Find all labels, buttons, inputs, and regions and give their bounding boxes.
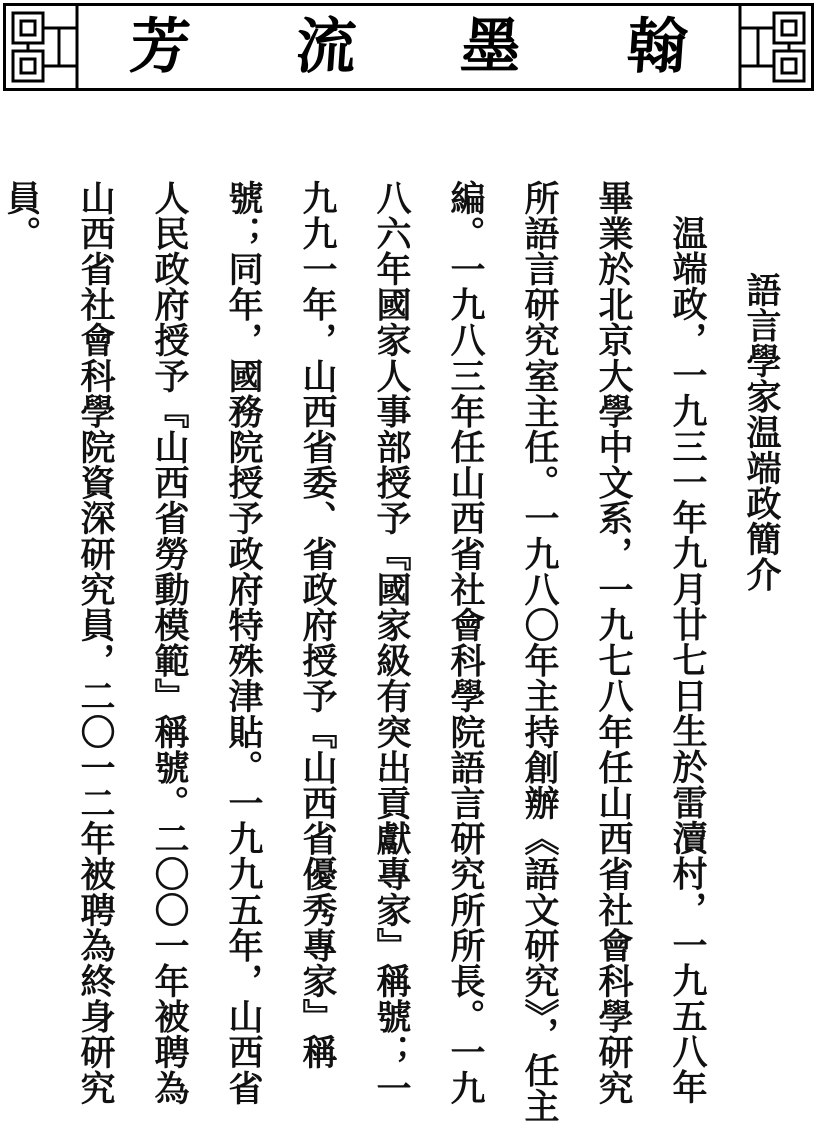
- fret-ornament-left: [3, 3, 77, 91]
- fret-ornament-right: [740, 3, 814, 91]
- banner-title-char: 流: [293, 12, 359, 82]
- banner-title-char: 墨: [458, 12, 524, 82]
- banner-title-char: 芳: [127, 12, 193, 82]
- header-banner: [3, 3, 814, 91]
- article-body: [1, 180, 798, 1135]
- banner-title-char: 翰: [624, 12, 690, 82]
- article-heading: 語言學家温端政簡介: [741, 272, 782, 593]
- banner-title: [77, 3, 740, 91]
- article-paragraph: 温端政，一九三一年九月廿七日生於雷瀆村，一九五八年畢業於北京大學中文系，一九七八年任山西省社會科學研究所語言研究室主任。一九八〇年主持創辦《語文研究》，任主編。一九八三年任山西省社會科學院語言研究所所長。一九八六年國家人事部授予『國家級有突出貢獻專家』稱號；一九九一年，山西省委、省政府授予『山西省優秀專家』稱號；同年，國務院授予政府特殊津貼。一九九五年，山西省人民政府授予『山西省勞動模範』稱號。二〇〇一年被聘為山西省社會科學院資深研究員，二〇一二年被聘為終身研究員。: [1, 180, 708, 1124]
